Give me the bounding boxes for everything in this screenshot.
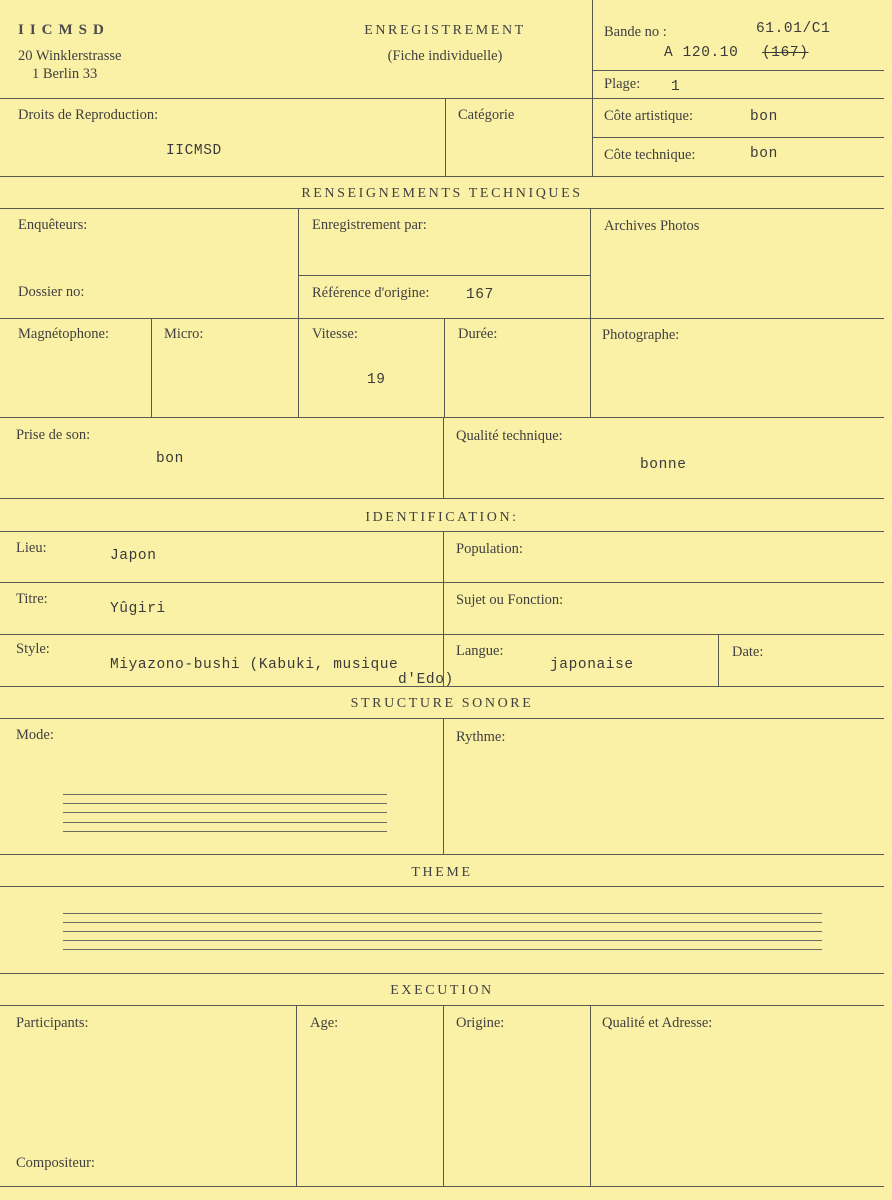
magnetophone-label: Magnétophone: — [18, 326, 110, 342]
theme-staff-line — [63, 949, 822, 950]
rule — [0, 1186, 884, 1187]
rule — [590, 1005, 591, 1186]
cote-technique-label: Côte technique: — [604, 147, 696, 163]
micro-label: Micro: — [164, 326, 204, 342]
theme-staff-line — [63, 931, 822, 932]
theme-staff-line — [63, 922, 822, 923]
rule — [0, 176, 884, 177]
rule — [592, 70, 884, 71]
rule — [296, 1005, 297, 1186]
cote-technique-value: bon — [750, 146, 778, 162]
address-line1: 20 Winklerstrasse — [18, 48, 122, 64]
rule — [444, 318, 445, 417]
rule — [0, 417, 884, 418]
section-heading-theme: THEME — [411, 865, 473, 880]
theme-staff-line — [63, 913, 822, 914]
population-label: Population: — [456, 541, 523, 557]
droits-value: IICMSD — [166, 143, 222, 159]
card-subtitle: (Fiche individuelle) — [387, 48, 503, 64]
lieu-label: Lieu: — [16, 540, 47, 556]
age-label: Age: — [310, 1015, 339, 1031]
plage-value: 1 — [671, 79, 681, 95]
rule — [0, 498, 884, 499]
prise-de-son-value: bon — [156, 451, 184, 467]
rule — [718, 634, 719, 686]
date-label: Date: — [732, 644, 764, 660]
mode-staff-line — [63, 822, 387, 823]
cote-artistique-value: bon — [750, 109, 778, 125]
rule — [443, 1005, 444, 1186]
rule — [0, 1005, 884, 1006]
style-label: Style: — [16, 641, 50, 657]
bande-label: Bande no : — [604, 24, 667, 40]
qualite-technique-value: bonne — [640, 457, 687, 473]
langue-value: japonaise — [550, 657, 634, 673]
photographe-label: Photographe: — [602, 327, 680, 343]
droits-label: Droits de Reproduction: — [18, 107, 159, 123]
titre-value: Yûgiri — [110, 601, 166, 617]
rule — [443, 531, 444, 686]
archives-photos-label: Archives Photos — [604, 218, 700, 234]
section-heading-techniques: RENSEIGNEMENTS TECHNIQUES — [301, 186, 583, 201]
institution-logo: IICMSD — [18, 22, 110, 38]
rule — [0, 208, 884, 209]
rule — [445, 98, 446, 176]
rule — [0, 634, 884, 635]
qualite-technique-label: Qualité technique: — [456, 428, 563, 444]
card-title: ENREGISTREMENT — [364, 23, 526, 38]
section-heading-identification: IDENTIFICATION: — [365, 510, 519, 525]
style-value-line2: d'Edo) — [398, 672, 454, 688]
dossier-label: Dossier no: — [18, 284, 85, 300]
cote-artistique-label: Côte artistique: — [604, 108, 693, 124]
vitesse-value: 19 — [367, 372, 386, 388]
rule — [592, 137, 884, 138]
rule — [0, 582, 884, 583]
vitesse-label: Vitesse: — [312, 326, 358, 342]
style-value-line1: Miyazono-bushi (Kabuki, musique — [110, 657, 399, 673]
address-line2: 1 Berlin 33 — [32, 66, 98, 82]
rule — [0, 973, 884, 974]
rule — [151, 318, 152, 417]
rule — [0, 531, 884, 532]
reference-label: Référence d'origine: — [312, 285, 430, 301]
section-heading-structure: STRUCTURE SONORE — [350, 696, 534, 711]
section-heading-execution: EXECUTION — [390, 983, 494, 998]
lieu-value: Japon — [110, 548, 157, 564]
prise-de-son-label: Prise de son: — [16, 427, 91, 443]
participants-label: Participants: — [16, 1015, 89, 1031]
rule — [0, 718, 884, 719]
rule — [0, 854, 884, 855]
qualite-adresse-label: Qualité et Adresse: — [602, 1015, 713, 1031]
enregistrement-par-label: Enregistrement par: — [312, 217, 427, 233]
rule — [0, 318, 884, 319]
titre-label: Titre: — [16, 591, 48, 607]
compositeur-label: Compositeur: — [16, 1155, 95, 1171]
rule — [0, 886, 884, 887]
plage-label: Plage: — [604, 76, 641, 92]
sujet-label: Sujet ou Fonction: — [456, 592, 564, 608]
bande-value-secondary: A 120.10 — [664, 45, 739, 61]
langue-label: Langue: — [456, 643, 504, 659]
rule — [590, 208, 591, 417]
bande-value: 61.01/C1 — [756, 21, 831, 37]
mode-label: Mode: — [16, 727, 54, 743]
mode-staff-line — [63, 812, 387, 813]
rule — [443, 718, 444, 854]
duree-label: Durée: — [458, 326, 498, 342]
theme-staff-line — [63, 940, 822, 941]
rule — [443, 417, 444, 498]
mode-staff-line — [63, 803, 387, 804]
enqueteurs-label: Enquêteurs: — [18, 217, 88, 233]
rule — [298, 208, 299, 417]
rule — [592, 0, 593, 176]
rule — [0, 98, 884, 99]
rule — [298, 275, 590, 276]
reference-value: 167 — [466, 287, 494, 303]
categorie-label: Catégorie — [458, 107, 515, 123]
mode-staff-line — [63, 831, 387, 832]
origine-label: Origine: — [456, 1015, 505, 1031]
rythme-label: Rythme: — [456, 729, 506, 745]
bande-value-struck: (167) — [762, 45, 809, 61]
mode-staff-line — [63, 794, 387, 795]
